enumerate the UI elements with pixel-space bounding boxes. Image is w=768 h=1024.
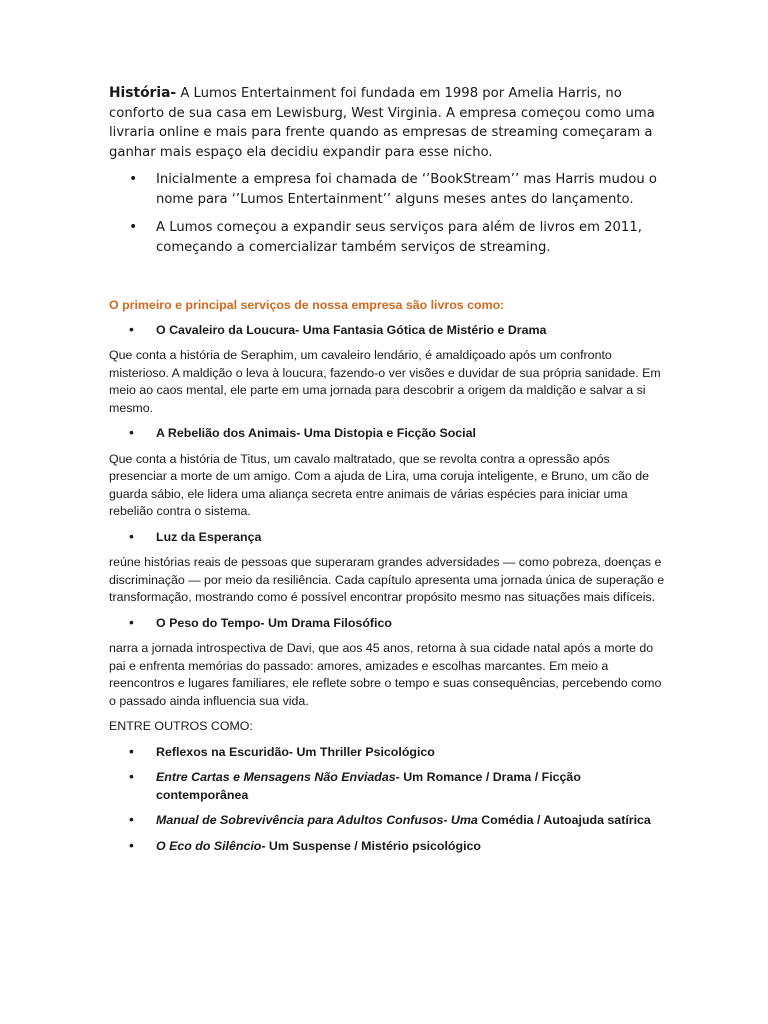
history-bullet xyxy=(109,170,669,209)
others-label: ENTRE OUTROS COMO: xyxy=(109,719,253,733)
history-bullet-text: A Lumos começou a expandir seus serviços para além de livros em 2011, começando a comercializar também serviços de streaming. xyxy=(156,220,642,255)
history-section xyxy=(109,84,669,266)
history-dash: - xyxy=(170,85,177,101)
bullet-icon: • xyxy=(129,836,134,853)
history-paragraph xyxy=(109,84,669,162)
book-title xyxy=(109,322,669,340)
bullet-icon: • xyxy=(129,527,134,544)
other-book-item xyxy=(109,812,669,830)
bullet-icon: • xyxy=(129,320,134,337)
book-description: narra a jornada introspectiva de Davi, que aos 45 anos, retorna à sua cidade natal após a morte do pai e enfrenta memórias do passado: amores, amizades e escolhas marcantes. Em meio a reencontros e lugares familiares, ele reflete sobre o tempo e suas consequências, percebendo como o passado ainda influencia sua vida. xyxy=(109,641,662,708)
other-book-text: Reflexos na Escuridão- Um Thriller Psicológico xyxy=(156,744,435,759)
other-book-item xyxy=(109,769,669,804)
other-book-italic: Manual de Sobrevivência para Adultos Confusos- Uma xyxy=(156,813,478,827)
bullet-icon: • xyxy=(129,742,134,759)
books-section-title: O primeiro e principal serviços de nossa empresa são livros como: xyxy=(109,298,505,312)
book-description: reúne histórias reais de pessoas que superaram grandes adversidades — como pobreza, doenças e discriminação — por meio da resiliência. Cada capítulo apresenta uma jornada única de superação e transformação, mostrando como é possível encontrar propósito mesmo nas situações mais difíceis. xyxy=(109,555,665,604)
bullet-icon: • xyxy=(129,768,134,784)
history-bullet-list xyxy=(109,170,669,257)
history-bullet xyxy=(109,218,669,257)
other-book-item xyxy=(109,744,669,762)
history-intro: A Lumos Entertainment foi fundada em 1998 por Amelia Harris, no conforto de sua casa em Lewisburg, West Virginia. A empresa começou como uma livraria online e mais para frente quando as empresas de streaming começaram a ganhar mais espaço ela decidiu expandir para esse nicho. xyxy=(109,86,655,160)
history-bullet-text: Inicialmente a empresa foi chamada de ‘’BookStream’’ mas Harris mudou o nome para ‘’Lumos Entertainment’’ alguns meses antes do lançamento. xyxy=(156,172,657,207)
books-section xyxy=(109,297,669,863)
book-title xyxy=(109,425,669,443)
book-title-text: Luz da Esperança xyxy=(156,529,262,544)
other-book-italic: O Eco do Silêncio xyxy=(156,838,262,853)
history-heading: História xyxy=(109,85,171,101)
other-book-text: Comédia / Autoajuda satírica xyxy=(477,813,651,827)
book-description: Que conta a história de Seraphim, um cavaleiro lendário, é amaldiçoado após um confronto misterioso. A maldição o leva à loucura, fazendo-o ver visões e duvidar de sua própria sanidade. Em meio ao caos mental, ele parte em uma jornada para descobrir a origem da maldição e salvar a si mesmo. xyxy=(109,348,661,415)
other-book-text: - Um Romance / Drama / Ficção contemporânea xyxy=(156,770,581,802)
bullet-icon: • xyxy=(129,811,134,827)
other-book-italic: Entre Cartas e Mensagens Não Enviadas xyxy=(156,770,396,784)
other-book-item xyxy=(109,838,669,856)
bullet-icon: • xyxy=(129,219,138,235)
book-title xyxy=(109,529,669,547)
book-title-text: A Rebelião dos Animais- Uma Distopia e Ficção Social xyxy=(156,426,476,440)
book-title-text: O Peso do Tempo- Um Drama Filosófico xyxy=(156,615,392,630)
other-book-text: - Um Suspense / Mistério psicológico xyxy=(261,838,481,853)
book-description: Que conta a história de Titus, um cavalo maltratado, que se revolta contra a opressão após presenciar a morte de um amigo. Com a ajuda de Lira, uma coruja inteligente, e Bruno, um cão de guarda sábio, ele lidera uma aliança secreta entre animais de várias espécies para iniciar uma rebelião contra o sistema. xyxy=(109,451,649,518)
bullet-icon: • xyxy=(129,424,134,440)
bullet-icon: • xyxy=(129,171,138,187)
book-title-text: O Cavaleiro da Loucura- Uma Fantasia Gótica de Mistério e Drama xyxy=(156,322,547,337)
bullet-icon: • xyxy=(129,613,134,630)
book-title xyxy=(109,615,669,633)
